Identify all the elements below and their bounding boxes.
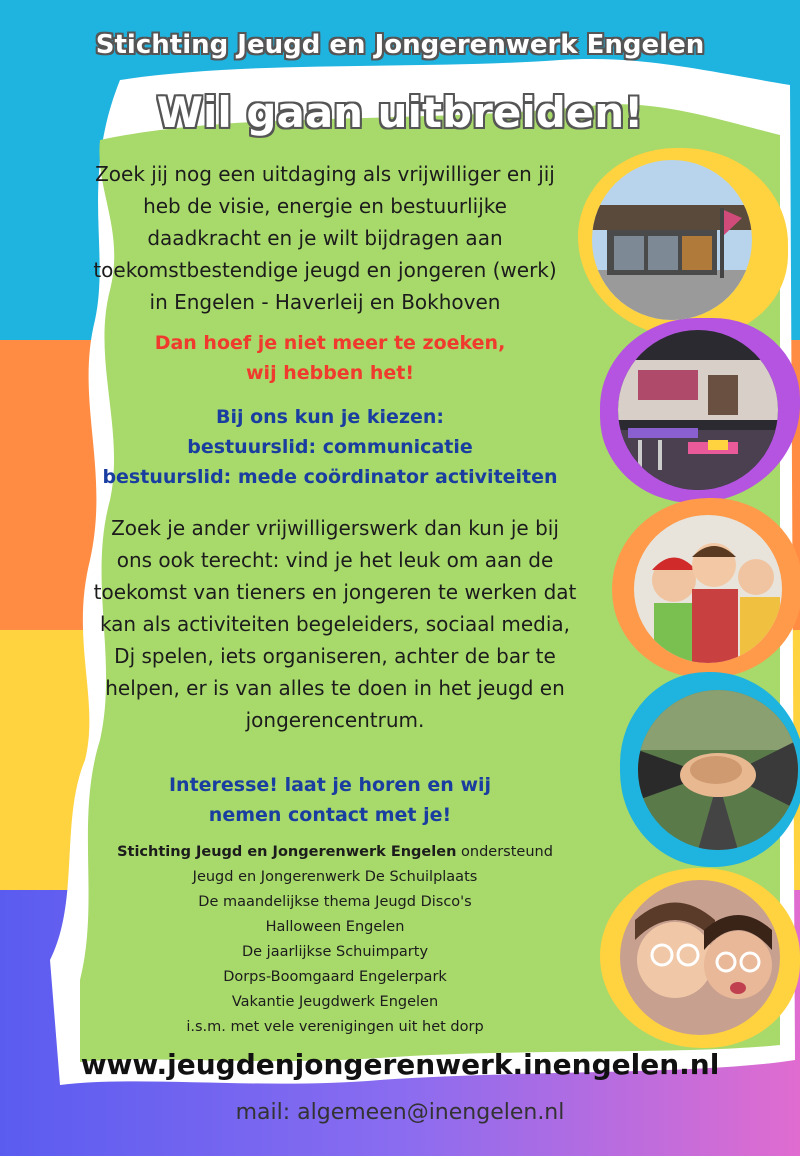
support-org: Stichting Jeugd en Jongerenwerk Engelen bbox=[117, 844, 457, 860]
interest-text bbox=[80, 770, 580, 830]
headline: Wil gaan uitbreiden! bbox=[156, 88, 644, 137]
choice-line: bestuurslid: mede coördinator activiteiten bbox=[102, 466, 558, 488]
support-item: Dorps-Boomgaard Engelerpark bbox=[223, 969, 447, 985]
interest-line: Interesse! laat je horen en wij bbox=[168, 774, 492, 796]
callout-line: wij hebben het! bbox=[246, 362, 414, 384]
intro-line: heb de visie, energie en bestuurlijke bbox=[143, 194, 507, 218]
support-item: Jeugd en Jongerenwerk De Schuilplaats bbox=[192, 869, 478, 885]
intro-line: in Engelen - Haverleij en Bokhoven bbox=[149, 290, 501, 314]
volunteer-line: kan als activiteiten begeleiders, sociaal media, bbox=[99, 612, 571, 636]
volunteer-line: toekomst van tieners en jongeren te werken dat bbox=[93, 580, 577, 604]
support-item: De jaarlijkse Schuimparty bbox=[241, 944, 429, 960]
intro-line: daadkracht en je wilt bijdragen aan bbox=[147, 226, 503, 250]
choices-text bbox=[40, 402, 620, 492]
support-item: De maandelijkse thema Jeugd Disco's bbox=[198, 894, 472, 910]
youth-center-interior-photo bbox=[618, 330, 778, 490]
support-list bbox=[40, 840, 630, 1040]
org-title: Stichting Jeugd en Jongerenwerk Engelen bbox=[95, 30, 705, 60]
support-suffix: ondersteund bbox=[456, 844, 553, 860]
volunteer-line: helpen, er is van alles te doen in het jeugd en bbox=[105, 676, 565, 700]
support-heading bbox=[40, 840, 630, 865]
volunteer-line: ons ook terecht: vind je het leuk om aan de bbox=[116, 548, 554, 572]
mail-link[interactable]: mail: algemeen@inengelen.nl bbox=[235, 1100, 565, 1125]
volunteer-line: jongerencentrum. bbox=[245, 708, 425, 732]
intro-text bbox=[40, 158, 610, 318]
intro-line: toekomstbestendige jeugd en jongeren (werk) bbox=[93, 258, 557, 282]
choice-line: Bij ons kun je kiezen: bbox=[215, 406, 445, 428]
callout-line: Dan hoef je niet meer te zoeken, bbox=[154, 332, 506, 354]
kids-photo bbox=[634, 515, 782, 663]
choice-line: bestuurslid: communicatie bbox=[187, 436, 473, 458]
support-item: Vakantie Jeugdwerk Engelen bbox=[231, 994, 439, 1010]
website-link[interactable]: www.jeugdenjongerenwerk.inengelen.nl bbox=[80, 1048, 720, 1081]
hands-together-photo bbox=[638, 690, 798, 850]
support-item: Halloween Engelen bbox=[265, 919, 405, 935]
support-item: i.s.m. met vele verenigingen uit het dorp bbox=[186, 1019, 484, 1035]
girls-playing-photo bbox=[620, 880, 780, 1035]
interest-line: nemen contact met je! bbox=[208, 804, 452, 826]
intro-line: Zoek jij nog een uitdaging als vrijwilliger en jij bbox=[95, 162, 555, 186]
volunteer-line: Zoek je ander vrijwilligerswerk dan kun je bij bbox=[111, 516, 559, 540]
volunteer-line: Dj spelen, iets organiseren, achter de bar te bbox=[114, 644, 556, 668]
building-photo bbox=[592, 160, 752, 320]
callout-text bbox=[80, 328, 580, 388]
volunteer-text bbox=[40, 512, 630, 736]
